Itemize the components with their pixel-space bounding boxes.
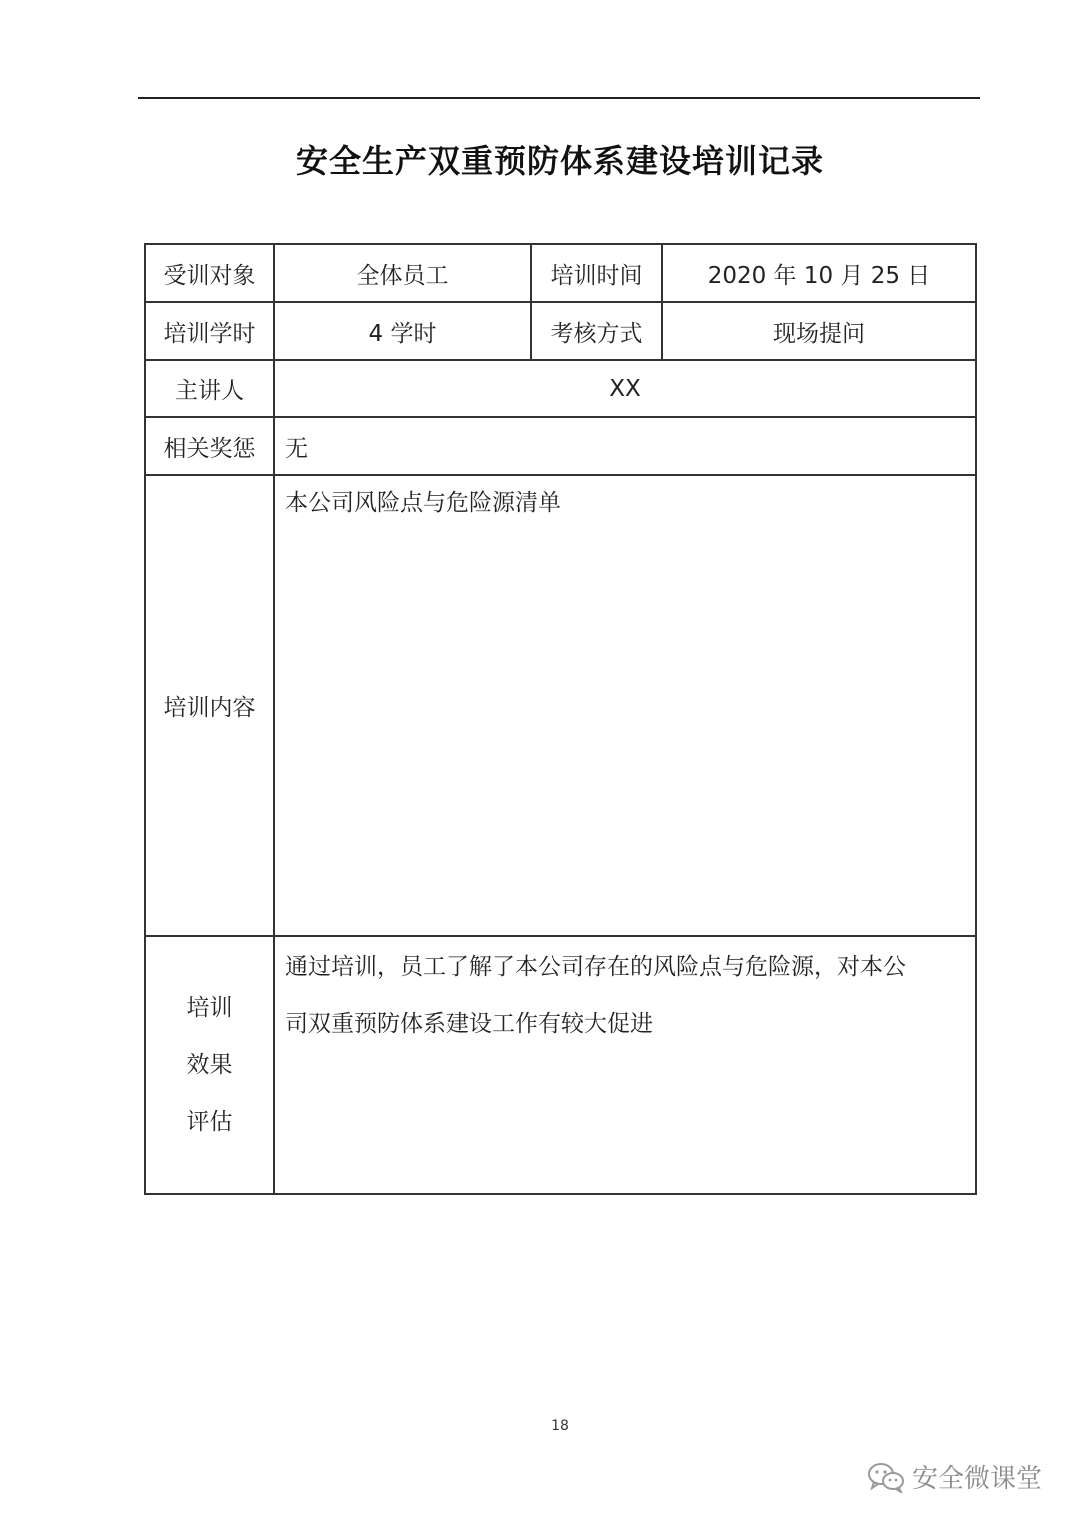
training-hours-label: 培训学时: [145, 302, 274, 360]
effect-evaluation-label: [145, 936, 274, 1194]
effect-evaluation-label-line: 效果: [186, 1051, 233, 1078]
rewards-value: 无: [274, 417, 976, 475]
table-row: [145, 302, 976, 360]
wechat-icon: [866, 1461, 906, 1493]
effect-evaluation-line: 通过培训，员工了解了本公司存在的风险点与危险源，对本公: [285, 954, 906, 980]
training-record-table: [144, 243, 977, 1195]
training-content-label: 培训内容: [145, 475, 274, 936]
rewards-label: 相关奖惩: [145, 417, 274, 475]
training-hours-value: 4 学时: [274, 302, 531, 360]
effect-evaluation-value: [274, 936, 976, 1194]
lecturer-label: 主讲人: [145, 360, 274, 417]
table-row: [145, 936, 976, 1194]
table-row: [145, 360, 976, 417]
table-row: [145, 244, 976, 302]
assessment-method-label: 考核方式: [531, 302, 662, 360]
training-content-text: 本公司风险点与危险源清单: [285, 490, 561, 516]
page-number: 18: [551, 1418, 569, 1434]
training-time-label: 培训时间: [531, 244, 662, 302]
watermark-text: 安全微课堂: [911, 1464, 1042, 1494]
trainee-value: 全体员工: [274, 244, 531, 302]
header-rule: [138, 97, 980, 99]
table-row: [145, 475, 976, 936]
watermark: [866, 1458, 1042, 1495]
training-content-value: [274, 475, 976, 936]
training-time-value: 2020 年 10 月 25 日: [662, 244, 976, 302]
lecturer-value: XX: [274, 360, 976, 417]
trainee-label: 受训对象: [145, 244, 274, 302]
effect-evaluation-label-line: 评估: [186, 1108, 233, 1135]
assessment-method-value: 现场提问: [662, 302, 976, 360]
document-title: 安全生产双重预防体系建设培训记录: [295, 142, 824, 180]
effect-evaluation-line: 司双重预防体系建设工作有较大促进: [285, 1011, 653, 1037]
table-row: [145, 417, 976, 475]
effect-evaluation-label-line: 培训: [186, 994, 233, 1021]
